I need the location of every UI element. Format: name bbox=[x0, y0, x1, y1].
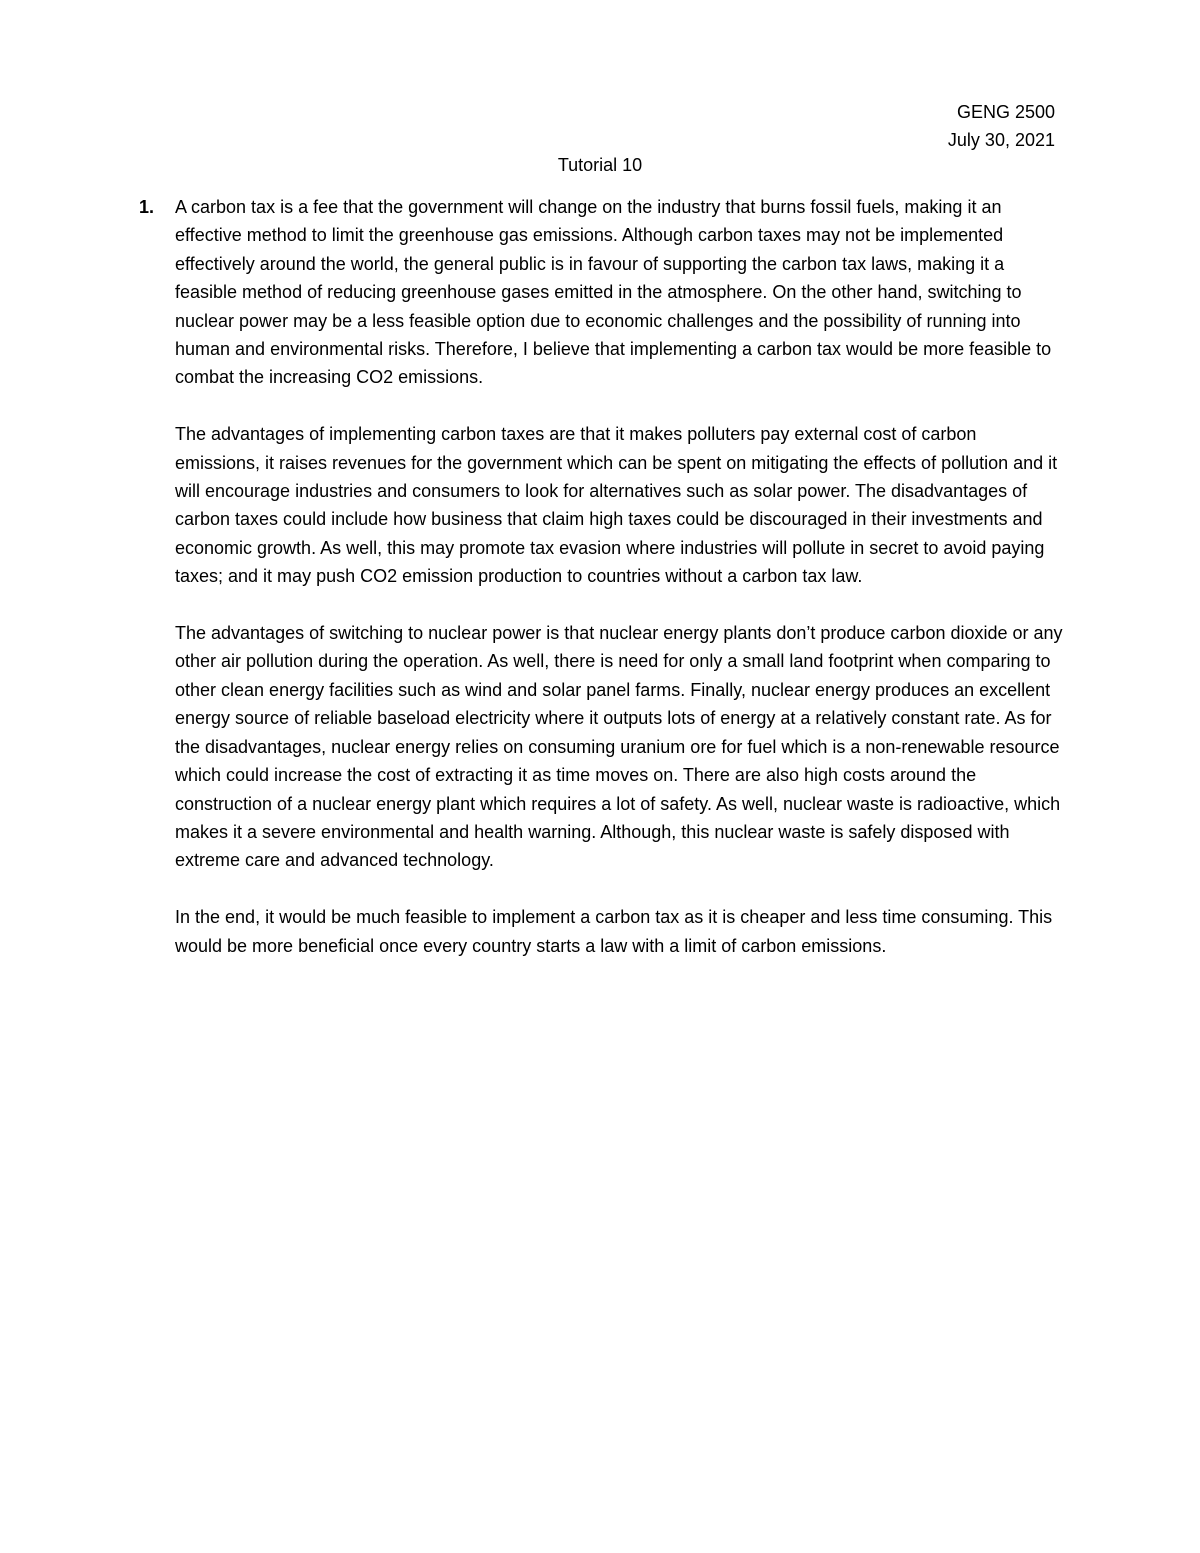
document-header bbox=[948, 98, 1055, 154]
answer-item bbox=[139, 193, 1065, 988]
paragraph-carbon-tax: The advantages of implementing carbon taxes are that it makes polluters pay external cost of carbon emissions, it raises revenues for the government which can be spent on mitigating the effects of pollution and it will encourage industries and consumers to look for alternatives such as solar power. The disadvantages of carbon taxes could include how business that claim high taxes could be discouraged in their investments and economic growth. As well, this may promote tax evasion where industries will pollute in secret to avoid paying taxes; and it may push CO2 emission production to countries without a carbon tax law. bbox=[175, 424, 1058, 587]
paragraph-intro: A carbon tax is a fee that the government will change on the industry that burns fossil fuels, making it an effective method to limit the greenhouse gas emissions. Although carbon taxes may not be implemented effectively around the world, the general public is in favour of supporting the carbon tax laws, making it a feasible method of reducing greenhouse gases emitted in the atmosphere. On the other hand, switching to nuclear power may be a less feasible option due to economic challenges and the possibility of running into human and environmental risks. Therefore, I believe that implementing a carbon tax would be more feasible to combat the increasing CO2 emissions. bbox=[175, 197, 1052, 388]
paragraph-nuclear-power: The advantages of switching to nuclear power is that nuclear energy plants don’t produce carbon dioxide or any other air pollution during the operation. As well, there is need for only a small land footprint when comparing to other clean energy facilities such as wind and solar panel farms. Finally, nuclear energy produces an excellent energy source of reliable baseload electricity where it outputs lots of energy at a relatively constant rate. As for the disadvantages, nuclear energy relies on consuming uranium ore for fuel which is a non-renewable resource which could increase the cost of extracting it as time moves on. There are also high costs around the construction of a nuclear energy plant which requires a lot of safety. As well, nuclear waste is radioactive, which makes it a severe environmental and health warning. Although, this nuclear waste is safely disposed with extreme care and advanced technology. bbox=[175, 623, 1063, 871]
course-code: GENG 2500 bbox=[956, 102, 1055, 122]
paragraph-conclusion: In the end, it would be much feasible to implement a carbon tax as it is cheaper and less time consuming. This would be more beneficial once every country starts a law with a limit of carbon emissions. bbox=[175, 907, 1053, 956]
document-date: July 30, 2021 bbox=[947, 130, 1055, 150]
item-number: 1. bbox=[139, 197, 155, 217]
document-title: Tutorial 10 bbox=[557, 155, 643, 175]
